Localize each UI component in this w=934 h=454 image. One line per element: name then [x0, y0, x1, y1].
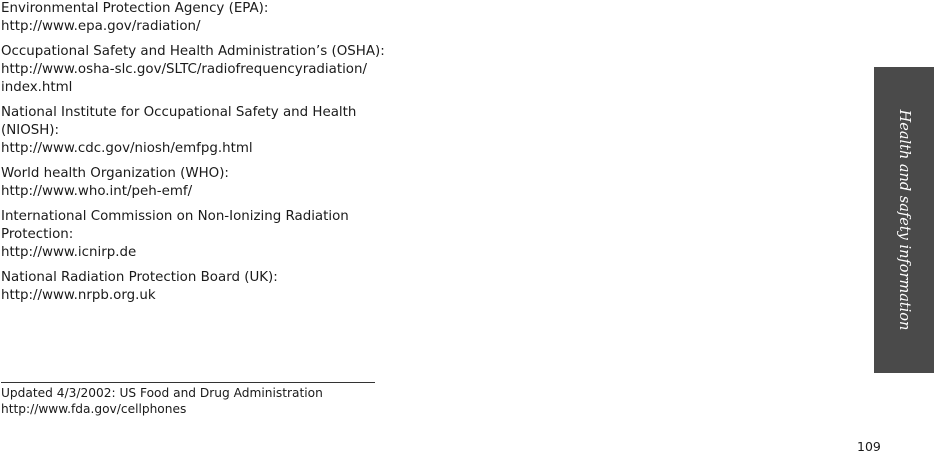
entry-url: http://www.epa.gov/radiation/ — [1, 19, 201, 34]
entry-line-continued: Protection: — [1, 227, 74, 242]
chapter-side-tab-label: Health and safety information — [896, 109, 912, 331]
entry-url-continued: index.html — [1, 80, 73, 95]
resource-entry-nrpb — [1, 269, 411, 305]
resource-entry-epa — [1, 0, 411, 36]
entry-line: Environmental Protection Agency (EPA): — [1, 1, 269, 16]
entry-url: http://www.cdc.gov/niosh/emfpg.html — [1, 141, 253, 156]
resource-entry-osha — [1, 43, 411, 97]
footnote-divider — [1, 382, 375, 383]
entry-line-continued: (NIOSH): — [1, 123, 60, 138]
entry-line: International Commission on Non-Ionizing Radiation — [1, 209, 349, 224]
footnote-update-line: Updated 4/3/2002: US Food and Drug Administration — [1, 386, 323, 400]
resource-entry-niosh — [1, 104, 411, 158]
entry-line: National Radiation Protection Board (UK): — [1, 270, 278, 285]
footnote — [1, 386, 323, 417]
entry-url: http://www.who.int/peh-emf/ — [1, 184, 193, 199]
entry-url: http://www.osha-slc.gov/SLTC/radiofrequencyradiation/ — [1, 62, 367, 77]
entry-line: World health Organization (WHO): — [1, 166, 229, 181]
page-number: 109 — [857, 439, 881, 454]
resource-list — [1, 0, 411, 312]
chapter-side-tab — [874, 67, 934, 373]
resource-entry-icnirp — [1, 208, 411, 262]
footnote-url: http://www.fda.gov/cellphones — [1, 401, 187, 416]
entry-url: http://www.nrpb.org.uk — [1, 288, 156, 303]
resource-entry-who — [1, 165, 411, 201]
entry-line: National Institute for Occupational Safety and Health — [1, 105, 357, 120]
entry-line: Occupational Safety and Health Administration’s (OSHA): — [1, 44, 385, 59]
entry-url: http://www.icnirp.de — [1, 245, 137, 260]
